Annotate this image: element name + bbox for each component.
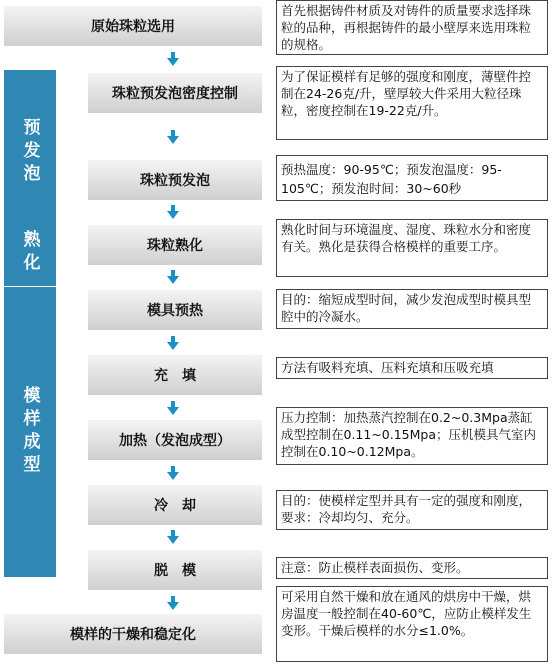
step-prefoam-density-control: 珠粒预发泡密度控制 [88,73,262,113]
note-mold-preheat: 目的：缩短成型时间，减少发泡成型时模具型腔中的冷凝水。 [276,289,548,329]
stage-label-prefoam: 预发泡 [4,70,56,235]
arrow-down-icon [167,466,179,480]
note-cooling: 目的：使模样定型并具有一定的强度和刚度，要求：冷却均匀、充分。 [276,490,548,530]
note-demolding: 注意：防止模样表面损伤、变形。 [276,557,548,579]
step-mold-preheat: 模具预热 [88,290,262,330]
arrow-down-icon [167,336,179,350]
arrow-down-icon [167,530,179,544]
step-raw-bead-selection: 原始珠粒选用 [4,6,262,46]
note-filling: 方法有吸料充填、压料充填和压吸充填 [276,357,548,379]
arrow-down-icon [167,52,179,66]
note-bead-aging: 熟化时间与环境温度、湿度、珠粒水分和密度有关。熟化是获得合格模样的重要工序。 [276,219,548,277]
step-drying-stabilization: 模样的干燥和稳定化 [4,614,262,654]
step-bead-prefoam: 珠粒预发泡 [88,160,262,200]
stage-label-molding: 模样成型 [4,287,56,577]
note-drying-stabilization: 可采用自然干燥和放在通风的烘房中干燥，烘房温度一般控制在40-60℃，应防止模样发生变形。干燥后模样的水分≤1.0%。 [276,586,548,662]
note-raw-bead-selection: 首先根据铸件材质及对铸件的质量要求选择珠粒的品种，再根据铸件的最小壁厚来选用珠粒的规格。 [276,0,548,55]
arrow-down-icon [167,130,179,144]
note-bead-prefoam: 预热温度：90-95℃；预发泡温度：95-105℃；预发泡时间：30~60秒 [276,155,548,201]
arrow-down-icon [167,270,179,284]
step-demolding: 脱 模 [88,550,262,590]
note-prefoam-density-control: 为了保证模样有足够的强度和刚度，薄壁件控制在24-26克/升，壁厚较大件采用大粒径珠粒，密度控制在19-22克/升。 [276,66,548,140]
note-heating-molding: 压力控制：加热蒸汽控制在0.2~0.3Mpa蒸缸成型控制在0.11~0.15Mpa；压机模具气室内控制在0.10~0.12Mpa。 [276,407,548,465]
step-cooling: 冷 却 [88,485,262,525]
arrow-down-icon [167,596,179,610]
stage-label-aging: 熟化 [4,220,56,286]
arrow-down-icon [167,401,179,415]
step-filling: 充 填 [88,355,262,395]
arrow-down-icon [167,205,179,219]
step-heating-molding: 加热（发泡成型） [88,420,262,460]
step-bead-aging: 珠粒熟化 [88,225,262,265]
